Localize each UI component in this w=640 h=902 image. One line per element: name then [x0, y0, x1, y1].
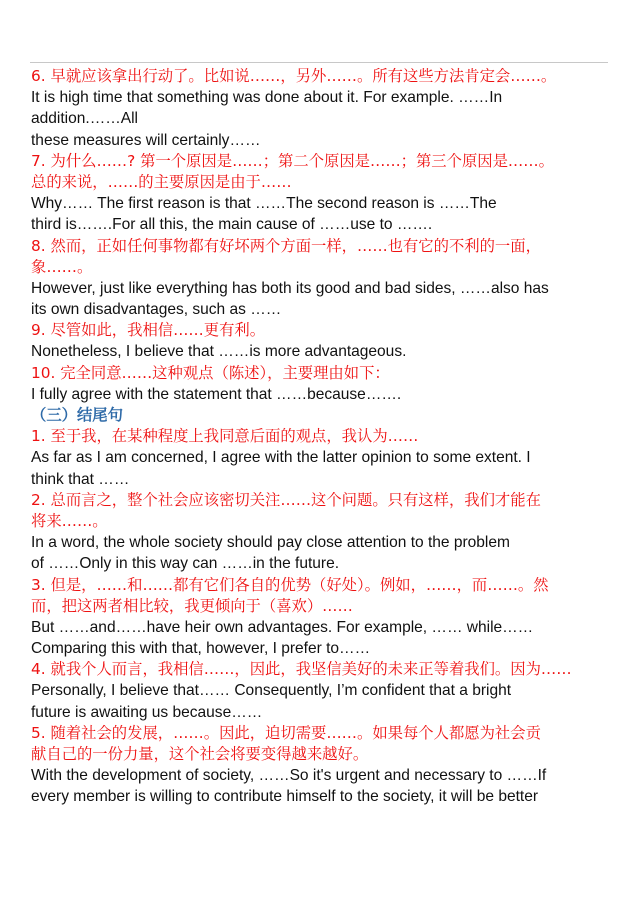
closing-3-chinese-line-2: 而，把这两者相比较，我更倾向于（喜欢）……	[31, 596, 353, 615]
phrase-6-english-line-1: It is high time that something was done about it. For example. ……In	[31, 89, 503, 107]
closing-1-english-line-2: think that ……	[31, 470, 130, 488]
closing-5-english-line-1: With the development of society, ……So it's urgent and necessary to ……If	[31, 767, 547, 785]
closing-4-english-line-2: future is awaiting us because……	[31, 703, 263, 721]
closing-4-chinese-line-1: 4. 就我个人而言，我相信……，因此，我坚信美好的未来正等着我们。因为……	[31, 660, 572, 679]
phrase-7-chinese-line-1: 7. 为什么……? 第一个原因是……；第二个原因是……；第三个原因是……。	[31, 151, 554, 170]
phrase-6-english-line-3: these measures will certainly……	[31, 131, 261, 149]
phrase-6-chinese-line-1: 6. 早就应该拿出行动了。比如说……，另外……。所有这些方法肯定会……。	[31, 67, 557, 85]
phrase-7-english-line-2: third is…….For all this, the main cause of ……use to …….	[31, 216, 433, 234]
closing-2-english-line-1: In a word, the whole society should pay close attention to the problem	[31, 534, 510, 552]
section-heading-closing-sentences: （三）结尾句	[31, 406, 123, 424]
closing-2-chinese-line-2: 将来……。	[31, 511, 108, 530]
closing-4-english-line-1: Personally, I believe that…… Consequently, I’m confident that a bright	[31, 682, 512, 700]
phrase-10-chinese-line-1: 10. 完全同意……这种观点（陈述），主要理由如下：	[31, 363, 390, 382]
phrase-8-chinese-line-1: 8. 然而，正如任何事物都有好坏两个方面一样，……也有它的不利的一面，	[31, 236, 541, 255]
phrase-6-english-line-2: addition.……All	[31, 110, 138, 128]
closing-3-chinese-line-1: 3. 但是，……和……都有它们各自的优势（好处）。例如，……，而……。然	[31, 575, 549, 594]
phrase-9-english-line-1: Nonetheless, I believe that ……is more advantageous.	[31, 343, 407, 361]
closing-2-english-line-2: of ……Only in this way can ……in the future.	[31, 555, 340, 573]
closing-1-chinese-line-1: 1. 至于我，在某种程度上我同意后面的观点，我认为……	[31, 427, 419, 446]
phrase-8-english-line-2: its own disadvantages, such as ……	[31, 301, 282, 319]
closing-5-chinese-line-2: 献自己的一份力量，这个社会将要变得越来越好。	[31, 745, 369, 763]
phrase-7-english-line-1: Why…… The first reason is that ……The second reason is ……The	[31, 195, 497, 213]
top-rule-divider	[30, 62, 608, 63]
closing-5-english-line-2: every member is willing to contribute himself to the society, it will be better	[31, 788, 539, 806]
phrase-8-english-line-1: However, just like everything has both its good and bad sides, ……also has	[31, 279, 549, 297]
document-body	[31, 66, 611, 808]
closing-3-english-line-1: But ……and……have heir own advantages. For example, …… while……	[31, 618, 534, 636]
phrase-7-chinese-line-2: 总的来说，……的主要原因是由于……	[31, 172, 292, 191]
phrase-8-chinese-line-2: 象……。	[31, 257, 93, 276]
phrase-10-english-line-1: I fully agree with the statement that ……because…….	[31, 385, 402, 403]
closing-2-chinese-line-1: 2. 总而言之，整个社会应该密切关注……这个问题。只有这样，我们才能在	[31, 490, 541, 509]
closing-1-english-line-1: As far as I am concerned, I agree with the latter opinion to some extent. I	[31, 449, 531, 467]
closing-3-english-line-2: Comparing this with that, however, I prefer to……	[31, 640, 371, 658]
phrase-9-chinese-line-1: 9. 尽管如此，我相信……更有利。	[31, 321, 266, 340]
closing-5-chinese-line-1: 5. 随着社会的发展，……。因此，迫切需要……。如果每个人都愿为社会贡	[31, 723, 541, 742]
